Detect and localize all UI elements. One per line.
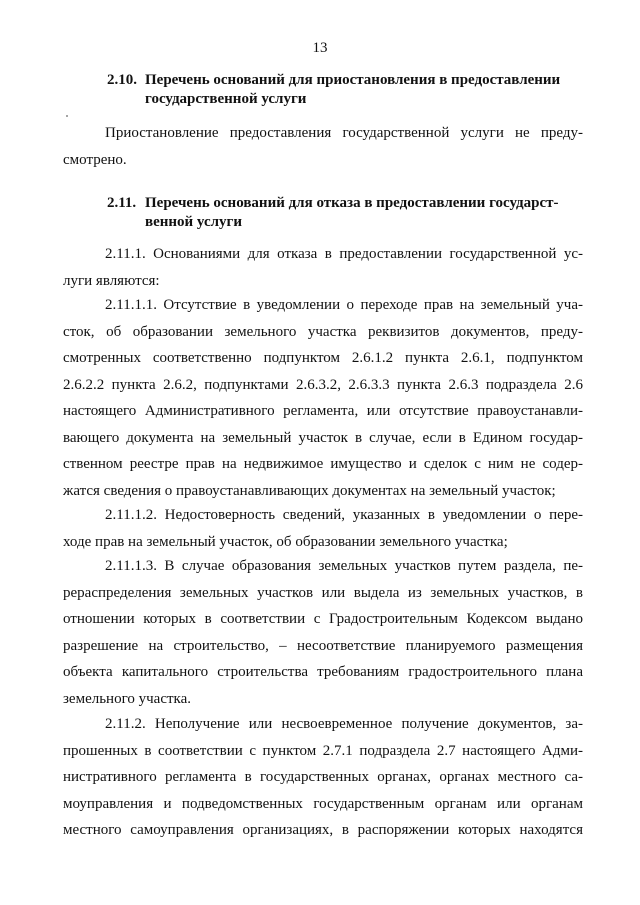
section-title-line2: венной услуги [145,214,243,230]
text-line: нистративного регламента в государственных органах, органах местного са- [63,769,583,785]
paragraph-2-10 [63,120,583,173]
text-line: жатся сведения о правоустанавливающих документах на земельный участок; [63,482,556,499]
section-number: 2.10. [107,72,137,88]
text-line: сток, об образовании земельного участка реквизитов документов, преду- [63,323,583,340]
text-line: 2.11.1.3. В случае образования земельных участков путем раздела, пе- [105,558,583,574]
section-title-line1: Перечень оснований для приостановления в предоставлении [145,72,561,88]
page-number: 13 [312,40,328,56]
scan-speck [66,115,68,117]
text-line: настоящего Административного регламента, или отсутствие правоустанавли- [63,403,583,419]
text-line: 2.6.2.2 пункта 2.6.2, подпунктами 2.6.3.2, 2.6.3.3 пункта 2.6.3 подраздела 2.6 [63,376,583,393]
section-title-line2: государственной услуги [145,91,307,107]
section-heading-2-10 [107,71,587,109]
text-line: земельного участка. [63,690,191,707]
text-line: ственном реестре прав на недвижимое имущество и сделок с ним не содер- [63,456,583,472]
text-line: вающего документа на земельный участок в случае, если в Едином государ- [63,429,583,446]
text-line: луги являются: [63,272,160,289]
text-line: смотренных соответственно подпунктом 2.6.1.2 пункта 2.6.1, подпунктом [63,350,583,366]
paragraph-2-11-1-1 [63,292,583,504]
paragraph-2-11-2 [63,711,583,844]
text-line: смотрено. [63,151,127,168]
text-line: прошенных в соответствии с пунктом 2.7.1 подраздела 2.7 настоящего Адми- [63,742,583,759]
text-line: 2.11.1.2. Недостоверность сведений, указанных в уведомлении о пере- [105,507,583,523]
text-line: разрешение на строительство, – несоответствие планируемого размещения [63,637,583,654]
paragraph-2-11-1-3 [63,553,583,712]
section-title-line1: Перечень оснований для отказа в предоставлении государст- [145,195,559,211]
text-line: ходе прав на земельный участок, об образовании земельного участка; [63,533,508,550]
section-number: 2.11. [107,195,137,211]
section-heading-2-11 [107,194,587,232]
text-line: Приостановление предоставления государственной услуги не преду- [105,125,583,141]
text-line: отношении которых в соответствии с Градостроительным Кодексом выдано [63,611,583,627]
text-line: 2.11.1. Основаниями для отказа в предоставлении государственной ус- [105,246,583,262]
text-line: местного самоуправления организациях, в распоряжении которых находятся [63,822,583,838]
text-line: рераспределения земельных участков или выдела из земельных участков, в [63,584,583,601]
paragraph-2-11-1-2 [63,502,583,555]
text-line: 2.11.1.1. Отсутствие в уведомлении о переходе прав на земельный уча- [105,297,583,313]
text-line: 2.11.2. Неполучение или несвоевременное получение документов, за- [105,716,583,732]
text-line: моуправления и подведомственных государственным органам или органам [63,795,583,812]
paragraph-2-11-1 [63,241,583,294]
text-line: объекта капитального строительства требованиям градостроительного плана [63,664,583,680]
